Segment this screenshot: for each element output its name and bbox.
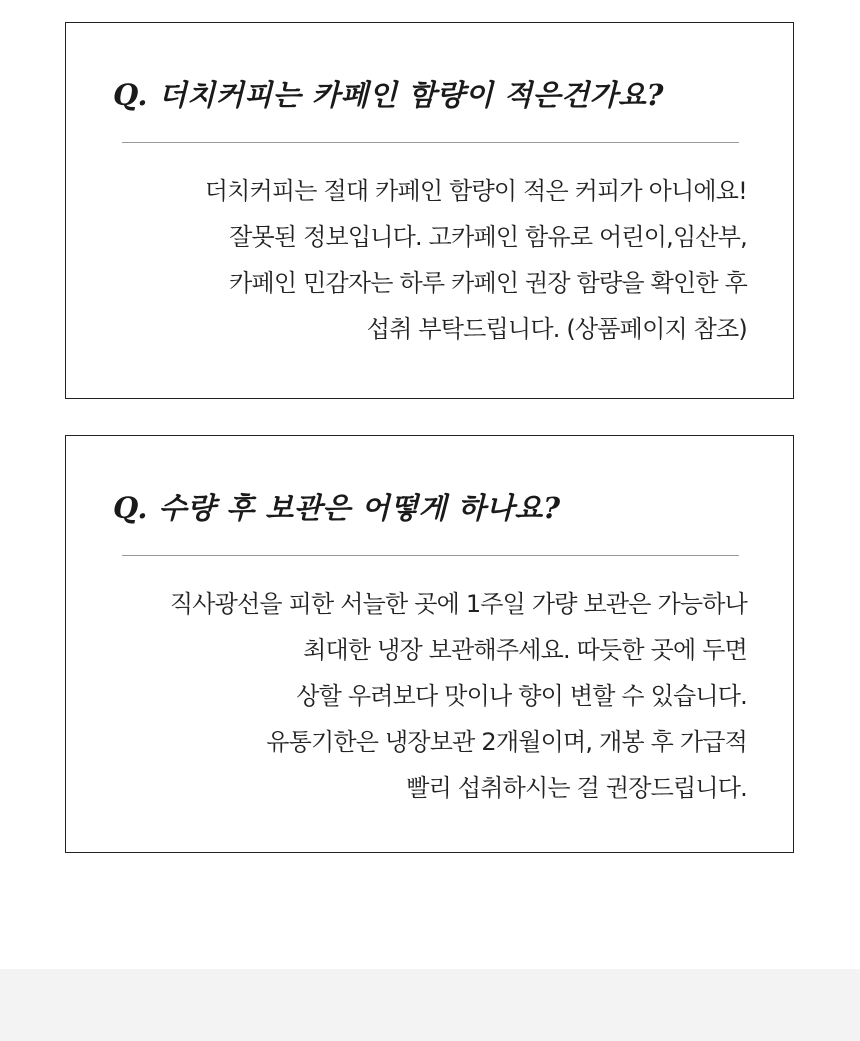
faq-card-storage [65,435,794,853]
faq-answer [170,581,747,811]
faq-answer [205,168,747,352]
answer-line: 상할 우려보다 맛이나 향이 변할 수 있습니다. [296,682,747,710]
divider [122,142,739,143]
footer-band [0,969,860,1041]
answer-line: 최대한 냉장 보관해주세요. 따듯한 곳에 두면 [303,636,747,664]
answer-line: 빨리 섭취하시는 걸 권장드립니다. [406,774,747,802]
answer-line: 섭취 부탁드립니다. (상품페이지 참조) [366,315,747,343]
faq-card-caffeine [65,22,794,399]
answer-line: 카페인 민감자는 하루 카페인 권장 함량을 확인한 후 [229,269,747,297]
answer-line: 잘못된 정보입니다. 고카페인 함유로 어린이,임산부, [229,223,747,251]
divider [122,555,739,556]
answer-line: 직사광선을 피한 서늘한 곳에 1주일 가량 보관은 가능하나 [169,590,747,618]
faq-question: Q. 더치커피는 카페인 함량이 적은건가요? [113,78,665,112]
answer-line: 더치커피는 절대 카페인 함량이 적은 커피가 아니에요! [204,177,747,205]
answer-line: 유통기한은 냉장보관 2개월이며, 개봉 후 가급적 [266,728,747,756]
faq-question: Q. 수량 후 보관은 어떻게 하나요? [113,491,561,525]
